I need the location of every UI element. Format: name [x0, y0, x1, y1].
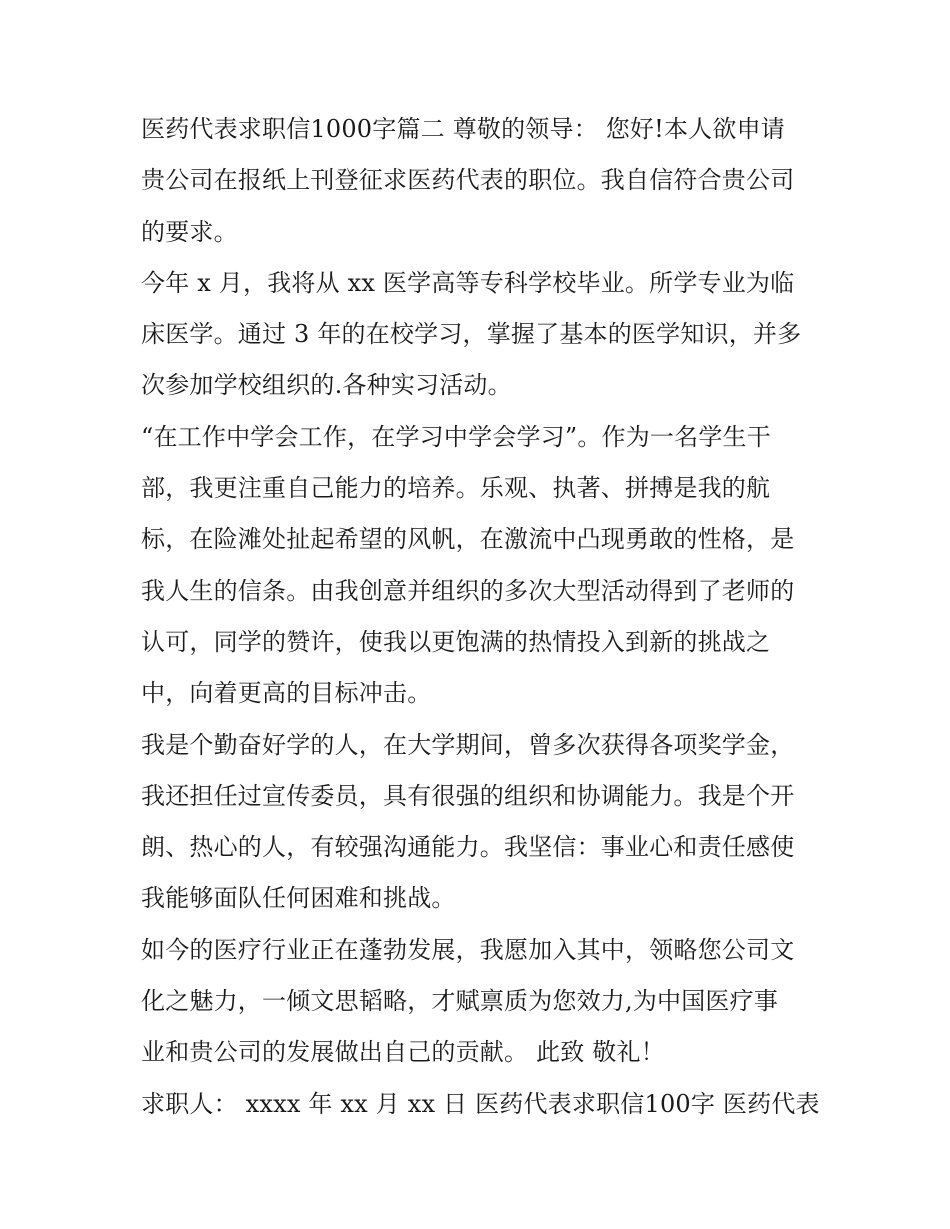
text-line: 我是个勤奋好学的人，在大学期间，曾多次获得各项奖学金，	[141, 730, 795, 759]
text-line: 部，我更注重自己能力的培养。乐观、执著、拼搏是我的航	[141, 474, 771, 503]
text-line: 我还担任过宣传委员，具有很强的组织和协调能力。我是个开	[141, 781, 795, 810]
text-line: 的要求。	[141, 217, 238, 246]
text-line: “在工作中学会工作，在学习中学会学习”。作为一名学生干	[141, 422, 771, 451]
text-line: 朗、热心的人，有较强沟通能力。我坚信：事业心和责任感使	[141, 833, 795, 862]
text-line: 我能够面队任何困难和挑战。	[141, 884, 456, 913]
text-line: 化之魅力，一倾文思韬略，才赋禀质为您效力,为中国医疗事	[141, 987, 779, 1016]
text-line: 认可，同学的赞许，使我以更饱满的热情投入到新的挑战之	[141, 627, 771, 656]
text-line: 标，在险滩处扯起希望的风帆，在激流中凸现勇敢的性格，是	[141, 525, 795, 554]
text-line: 业和贵公司的发展做出自己的贡献。 此致 敬礼！	[141, 1038, 665, 1067]
text-line: 床医学。通过 3 年的在校学习，掌握了基本的医学知识，并多	[141, 320, 802, 349]
text-line: 中，向着更高的目标冲击。	[141, 679, 432, 708]
text-line: 医药代表求职信1000字篇二 尊敬的领导： 您好!本人欲申请	[141, 115, 785, 143]
text-line: 今年 x 月，我将从 xx 医学高等专科学校毕业。所学专业为临	[141, 268, 795, 297]
document-body	[141, 104, 820, 1130]
text-line: 贵公司在报纸上刊登征求医药代表的职位。我自信符合贵公司	[141, 166, 795, 195]
text-line: 求职人： xxxx 年 xx 月 xx 日 医药代表求职信100字 医药代表	[141, 1089, 820, 1118]
text-line: 我人生的信条。由我创意并组织的多次大型活动得到了老师的	[141, 576, 795, 605]
text-line: 次参加学校组织的.各种实习活动。	[141, 371, 512, 400]
text-line: 如今的医疗行业正在蓬勃发展，我愿加入其中，领略您公司文	[141, 935, 795, 964]
